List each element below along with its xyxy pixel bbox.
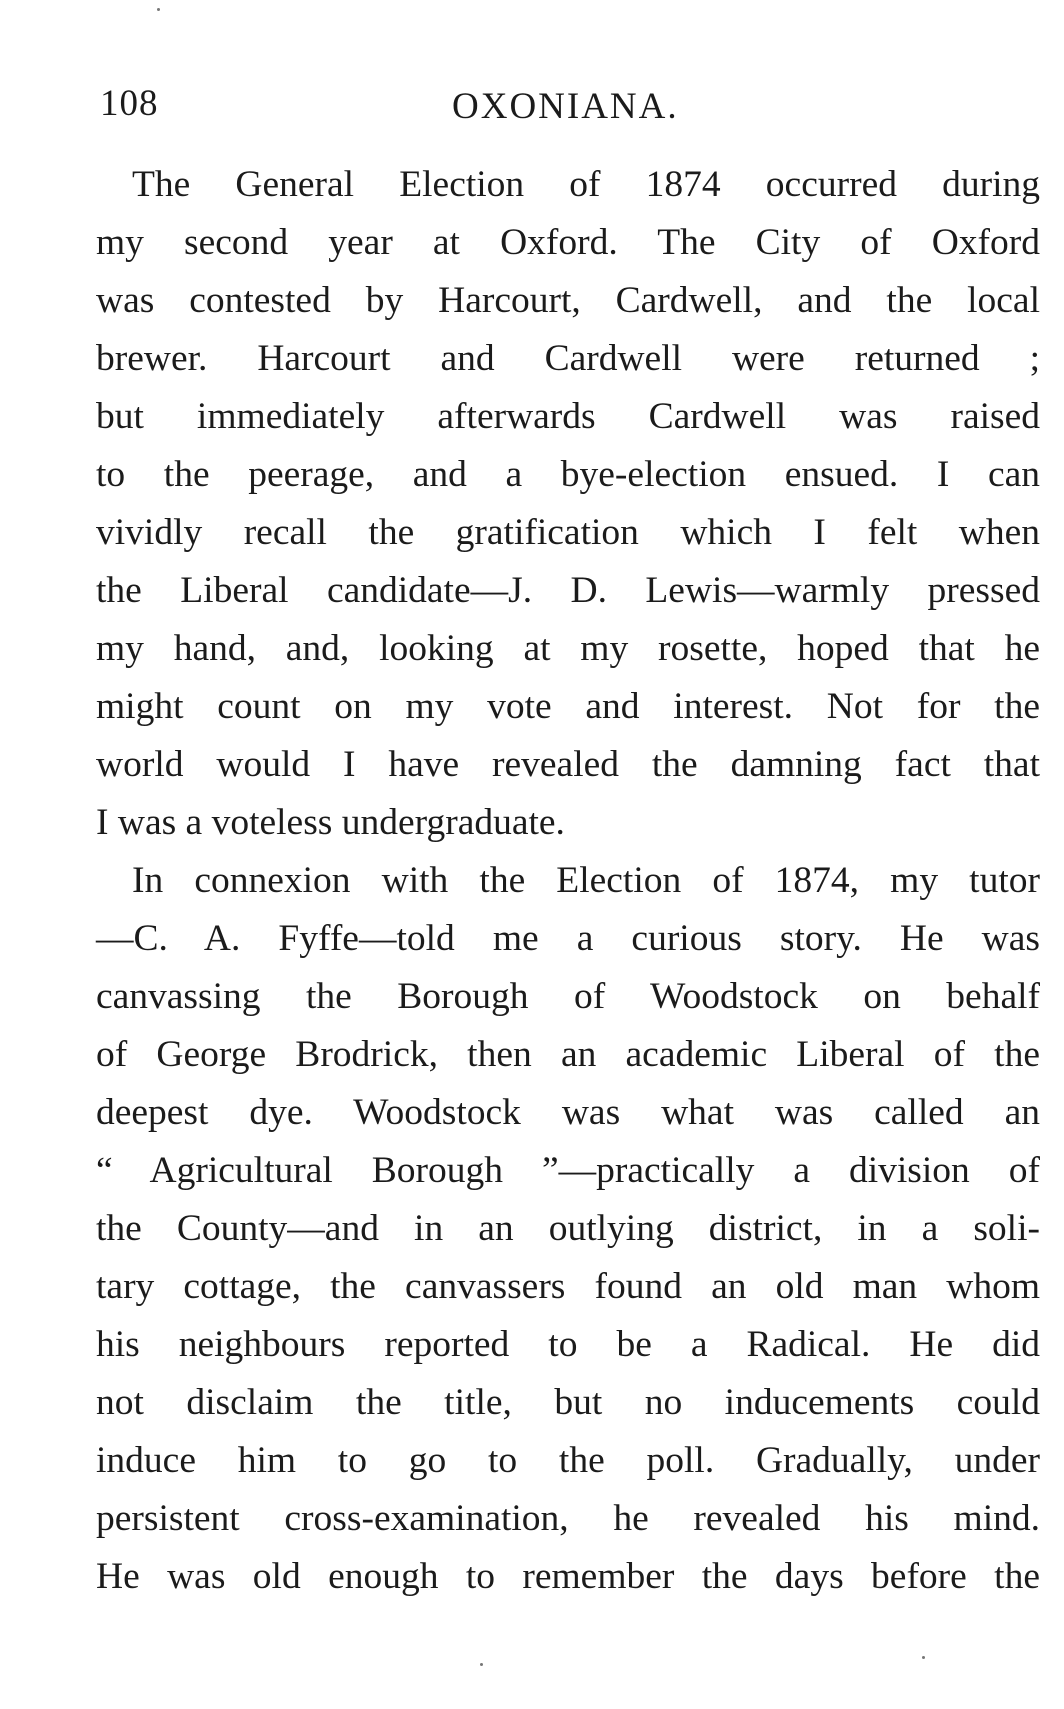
text-line: tary cottage, the canvassers found an old man whom bbox=[96, 1266, 1040, 1307]
text-line: vividly recall the gratification which I felt when bbox=[96, 512, 1040, 553]
text-line: canvassing the Borough of Woodstock on behalf bbox=[96, 976, 1040, 1017]
text-line: my hand, and, looking at my rosette, hoped that he bbox=[96, 628, 1040, 669]
running-title: OXONIANA. bbox=[452, 86, 679, 127]
print-speck bbox=[157, 8, 160, 11]
print-speck bbox=[480, 1663, 483, 1666]
text-line: deepest dye. Woodstock was what was called an bbox=[96, 1092, 1040, 1133]
text-line: was contested by Harcourt, Cardwell, and the local bbox=[96, 280, 1040, 321]
text-line: In connexion with the Election of 1874, my tutor bbox=[132, 860, 1040, 901]
page-header bbox=[100, 82, 1040, 142]
text-line: my second year at Oxford. The City of Oxford bbox=[96, 222, 1040, 263]
text-line: not disclaim the title, but no inducements could bbox=[96, 1382, 1040, 1423]
text-line: —C. A. Fyffe—told me a curious story. He was bbox=[96, 918, 1040, 959]
text-line: the Liberal candidate—J. D. Lewis—warmly pressed bbox=[96, 570, 1040, 611]
text-line: persistent cross-examination, he revealed his mind. bbox=[96, 1498, 1040, 1539]
text-line: I was a voteless undergraduate. bbox=[96, 802, 565, 843]
text-line: of George Brodrick, then an academic Liberal of the bbox=[96, 1034, 1040, 1075]
text-line: the County—and in an outlying district, in a soli- bbox=[96, 1208, 1040, 1249]
text-line: might count on my vote and interest. Not for the bbox=[96, 686, 1040, 727]
text-line: “ Agricultural Borough ”—practically a division of bbox=[96, 1150, 1040, 1191]
paragraph-2 bbox=[96, 852, 1040, 1606]
text-line: He was old enough to remember the days before the bbox=[96, 1556, 1040, 1597]
text-line: The General Election of 1874 occurred during bbox=[132, 164, 1040, 205]
text-line: world would I have revealed the damning fact that bbox=[96, 744, 1040, 785]
text-line: brewer. Harcourt and Cardwell were returned ; bbox=[96, 338, 1040, 379]
body-text bbox=[96, 156, 1040, 1606]
text-line: to the peerage, and a bye-election ensued. I can bbox=[96, 454, 1040, 495]
paragraph-1 bbox=[96, 156, 1040, 852]
text-line: induce him to go to the poll. Gradually, under bbox=[96, 1440, 1040, 1481]
text-line: but immediately afterwards Cardwell was raised bbox=[96, 396, 1040, 437]
page-number: 108 bbox=[100, 83, 159, 124]
text-line: his neighbours reported to be a Radical. He did bbox=[96, 1324, 1040, 1365]
print-speck bbox=[922, 1656, 925, 1659]
